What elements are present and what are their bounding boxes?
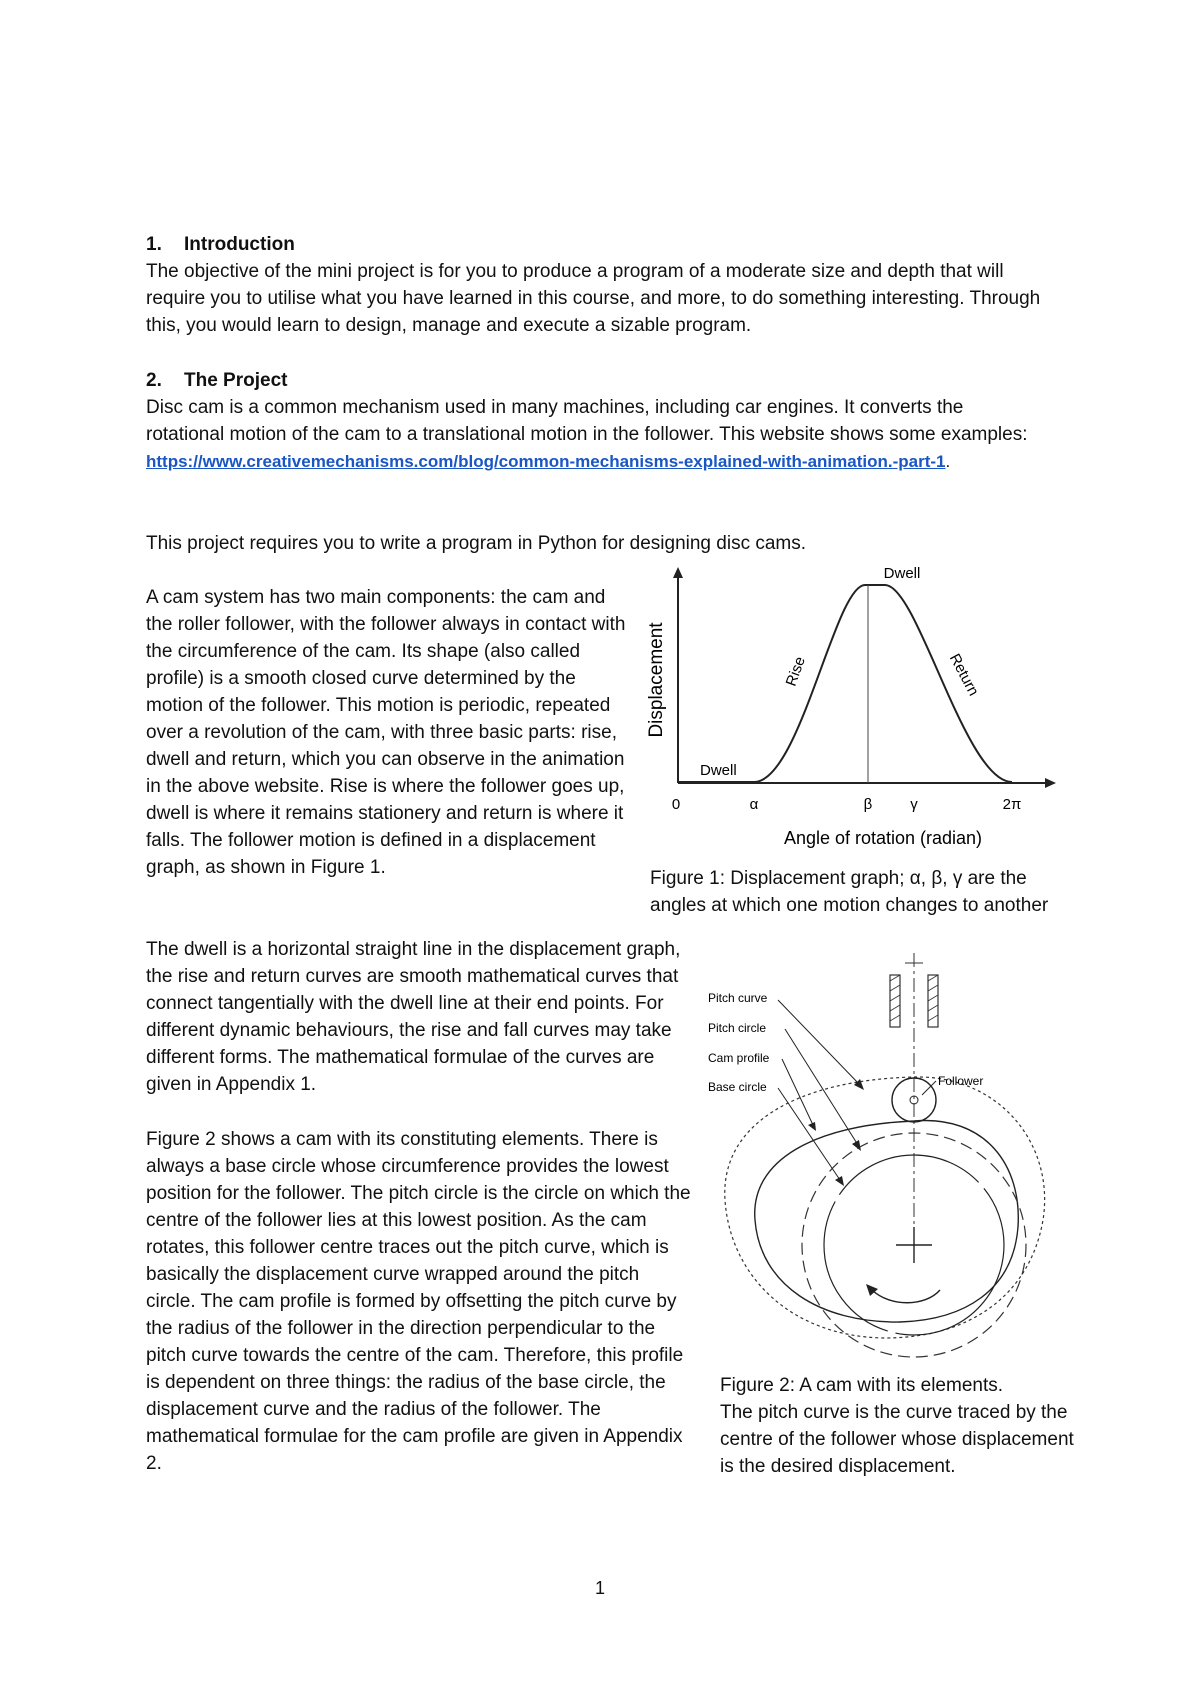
section-introduction: [146, 231, 1066, 339]
figure1-displacement-graph: [646, 565, 1060, 850]
section-heading: [146, 231, 1066, 258]
tick-beta: β: [863, 796, 873, 813]
tick-0: 0: [671, 796, 681, 813]
x-axis-label: Angle of rotation (radian): [783, 828, 983, 848]
figure1-caption-line2: angles at which one motion changes to another: [650, 895, 1049, 916]
rise-label: Rise: [782, 654, 809, 689]
paragraph-cam-system: [146, 584, 632, 881]
tick-gamma: γ: [910, 796, 918, 813]
x-axis-arrow: [1045, 778, 1056, 788]
cam-profile: [755, 1121, 1019, 1323]
pitch-curve-label: Pitch curve: [708, 991, 768, 1005]
follower-guide-right: [928, 975, 938, 1027]
website-link[interactable]: https://www.creativemechanisms.com/blog/common-mechanisms-explained-with-animation.-part-1: [146, 452, 946, 471]
paragraph-dwell: [146, 936, 686, 1098]
rotation-arrow: [872, 1290, 940, 1303]
cam-profile-label: Cam profile: [708, 1051, 770, 1065]
figure2-paragraph: Figure 2 shows a cam with its constituting elements. There is always a base circle whose circumference provides the lowest position for the follower. The pitch circle is the circle on which the centre of the follower lies at this lowest position. As the cam rotates, this follower centre traces out the pitch curve, which is basically the displacement curve wrapped around the pitch circle. The cam profile is formed by offsetting the pitch curve by the radius of the follower in the direction perpendicular to the pitch curve towards the centre of the cam. Therefore, this profile is dependent on three things: the radius of the base circle, the displacement curve and the radius of the follower. The mathematical formulae for the cam profile are given in Appendix 2.: [146, 1129, 691, 1474]
paragraph-figure2: [146, 1126, 694, 1477]
base-circle-label: Base circle: [708, 1080, 767, 1094]
intro-paragraph: The objective of the mini project is for you to produce a program of a moderate size and depth that will require you to utilise what you have learned in this course, and more, to do something interesting. Through this, you would learn to design, manage and execute a sizable program.: [146, 261, 1041, 336]
link-trailing-period: .: [945, 452, 951, 471]
figure2-caption-body: The pitch curve is the curve traced by the centre of the follower whose displacement is the desired displacement.: [720, 1402, 1074, 1477]
dwell-paragraph: The dwell is a horizontal straight line in the displacement graph, the rise and return curves are smooth mathematical curves that connect tangentially with the dwell line at their end points. For different dynamic behaviours, the rise and fall curves may take different forms. The mathematical formulae of the curves are given in Appendix 1.: [146, 939, 681, 1095]
figure1-caption: [650, 865, 1100, 919]
paragraph-python: [146, 530, 1046, 557]
return-label: Return: [945, 651, 983, 699]
section-title: The Project: [184, 370, 288, 391]
y-axis-label: Displacement: [646, 622, 667, 738]
figure2-caption: [720, 1372, 1080, 1480]
page-number: 1: [594, 1578, 605, 1598]
section-number: 1.: [146, 234, 162, 255]
figure1-caption-line1: Figure 1: Displacement graph; α, β, γ are the: [650, 868, 1027, 889]
figure2-caption-title: Figure 2: A cam with its elements.: [720, 1375, 1004, 1396]
dwell-top-label: Dwell: [883, 565, 921, 582]
follower-guide-left: [890, 975, 900, 1027]
y-axis-arrow: [673, 567, 683, 578]
dwell-bottom-label: Dwell: [700, 762, 737, 779]
cam-system-paragraph: A cam system has two main components: the cam and the roller follower, with the follower always in contact with the circumference of the cam. Its shape (also called profile) is a smooth closed curve determined by the motion of the follower. This motion is periodic, repeated over a revolution of the cam, with three basic parts: rise, dwell and return, which you can observe in the animation in the above website. Rise is where the follower goes up, dwell is where it remains stationery and return is where it falls. The follower motion is defined in a displacement graph, as shown in Figure 1.: [146, 587, 626, 878]
link-line: [146, 448, 1046, 475]
figure2-cam-diagram: [700, 945, 1060, 1365]
follower-label: Follower: [938, 1074, 984, 1088]
python-paragraph: This project requires you to write a program in Python for designing disc cams.: [146, 533, 807, 554]
tick-2pi: 2π: [1002, 796, 1022, 813]
section-project: [146, 367, 1046, 475]
section-number: 2.: [146, 370, 162, 391]
pitch-circle-label: Pitch circle: [708, 1021, 767, 1035]
tick-alpha: α: [749, 796, 759, 813]
section-title: Introduction: [184, 234, 295, 255]
project-paragraph: Disc cam is a common mechanism used in many machines, including car engines. It converts the rotational motion of the cam to a translational motion in the follower. This website shows some examples:: [146, 397, 1028, 445]
section-heading: [146, 367, 1046, 394]
